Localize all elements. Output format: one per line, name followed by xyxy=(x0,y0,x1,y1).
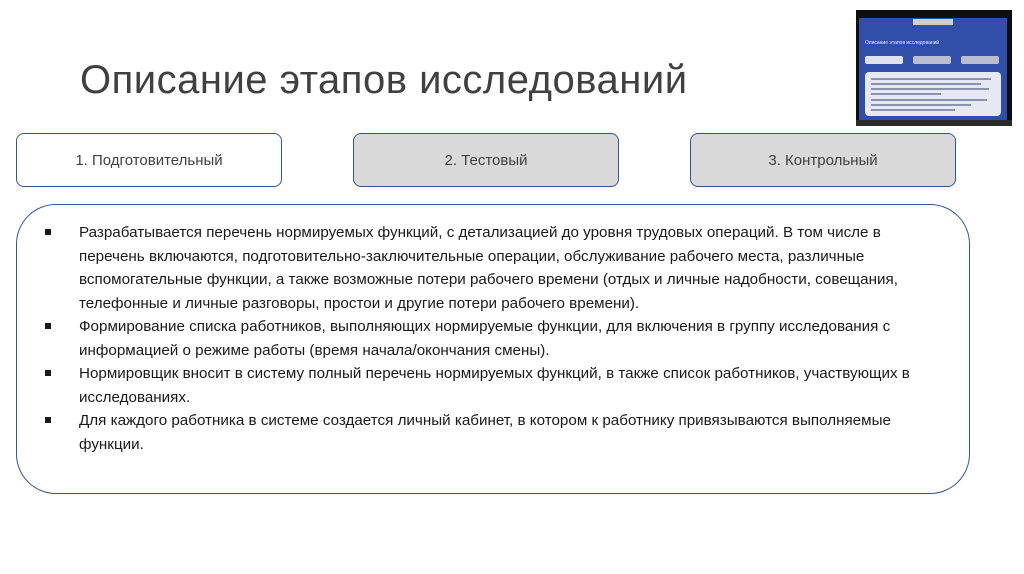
bullet-item xyxy=(41,362,921,409)
bullet-square-icon xyxy=(45,370,51,376)
bullet-text: Разрабатывается перечень нормируемых функций, с детализацией до уровня трудовых операций. В том числе в перечень включаются, подготовительно-заключительные операции, обслуживание рабочего места, различные вспомогательные функции, а также возможные потери рабочего времени (отдых и личные надобности, совещания, телефонные и личные разговоры, простои и другие потери рабочего времени). xyxy=(79,224,898,312)
thumbnail-text-line xyxy=(871,104,971,106)
stage-preparatory-button[interactable] xyxy=(16,133,282,187)
bullet-item xyxy=(41,315,921,362)
thumbnail-text-line xyxy=(871,109,955,111)
thumbnail-frame xyxy=(856,120,1012,126)
thumbnail-stage-2 xyxy=(913,56,951,64)
bullet-item xyxy=(41,409,921,456)
thumbnail-stage-1 xyxy=(865,56,903,64)
thumbnail-topbar xyxy=(913,19,953,25)
bullet-text: Нормировщик вносит в систему полный перечень нормируемых функций, в также список работников, участвующих в исследованиях. xyxy=(79,365,910,406)
stage-test-button[interactable] xyxy=(353,133,619,187)
bullet-list xyxy=(41,221,921,456)
thumbnail-screen xyxy=(859,18,1007,120)
stage-description-box xyxy=(16,204,970,494)
bullet-text: Для каждого работника в системе создается личный кабинет, в котором к работнику привязываются выполняемые функции. xyxy=(79,412,891,453)
stage-label: 3. Контрольный xyxy=(768,151,878,169)
stage-label: 1. Подготовительный xyxy=(75,151,223,169)
thumbnail-text-line xyxy=(871,93,941,95)
photo-thumbnail xyxy=(856,10,1012,126)
bullet-square-icon xyxy=(45,417,51,423)
bullet-square-icon xyxy=(45,229,51,235)
thumbnail-text-line xyxy=(871,83,981,85)
stage-control-button[interactable] xyxy=(690,133,956,187)
thumbnail-stage-3 xyxy=(961,56,999,64)
thumbnail-text-line xyxy=(871,99,987,101)
thumbnail-stage-buttons xyxy=(865,56,1001,66)
thumbnail-title: Описание этапов исследований xyxy=(865,40,940,46)
bullet-square-icon xyxy=(45,323,51,329)
bullet-item xyxy=(41,221,921,315)
thumbnail-content xyxy=(865,72,1001,116)
stage-label: 2. Тестовый xyxy=(444,151,528,169)
bullet-text: Формирование списка работников, выполняющих нормируемые функции, для включения в группу исследования с информацией о режиме работы (время начала/окончания смены). xyxy=(79,318,891,359)
thumbnail-text-line xyxy=(871,88,989,90)
thumbnail-text-line xyxy=(871,78,991,80)
slide-title: Описание этапов исследований xyxy=(80,58,688,102)
